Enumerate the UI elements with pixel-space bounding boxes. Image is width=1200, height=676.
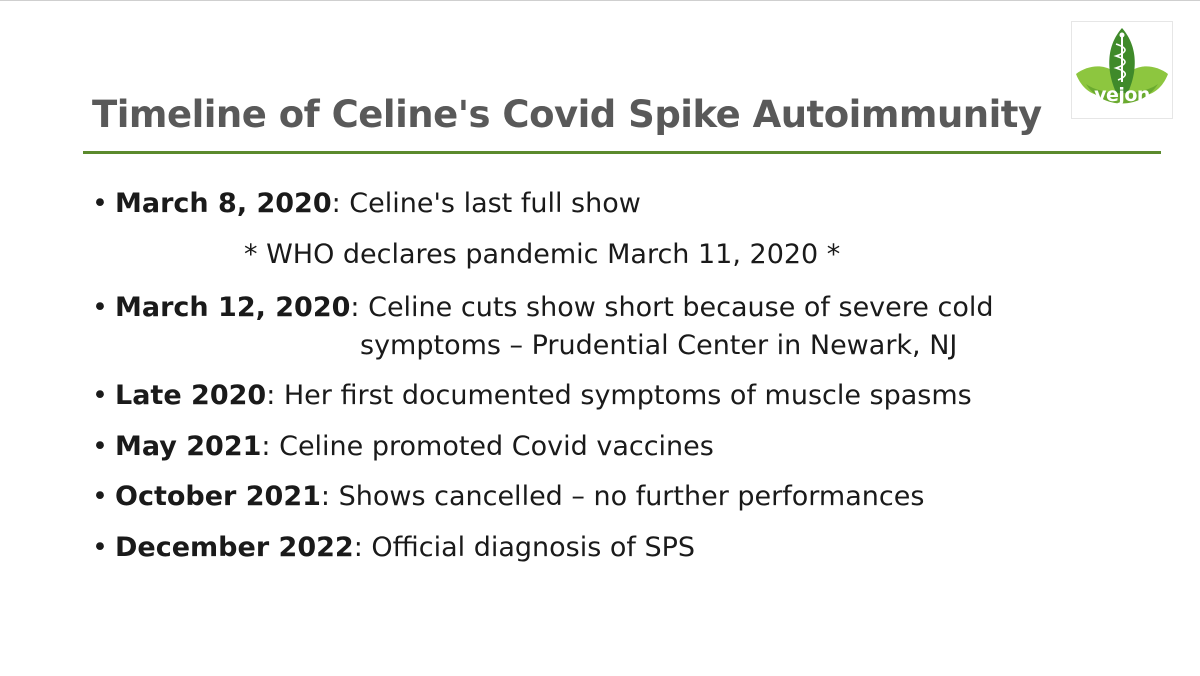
timeline-item [92, 529, 695, 567]
timeline-item [92, 289, 993, 327]
timeline-date: March 8, 2020 [115, 188, 332, 219]
bullet-icon: • [92, 380, 108, 411]
timeline-date: December 2022 [115, 532, 354, 563]
timeline-item [92, 428, 714, 466]
timeline-date: May 2021 [115, 431, 262, 462]
timeline-item [92, 185, 641, 223]
timeline-item [92, 478, 924, 516]
timeline-text: : Celine cuts show short because of severe cold [350, 292, 994, 323]
timeline-date: March 12, 2020 [115, 292, 351, 323]
timeline-text: : Her first documented symptoms of muscle spasms [266, 380, 972, 411]
timeline-text: : Official diagnosis of SPS [353, 532, 696, 563]
timeline-text-continuation: symptoms – Prudential Center in Newark, NJ [360, 330, 958, 361]
timeline-date: October 2021 [115, 481, 321, 512]
bullet-icon: • [92, 481, 108, 512]
bullet-icon: • [92, 431, 108, 462]
bullet-icon: • [92, 532, 108, 563]
timeline-text: : Shows cancelled – no further performances [320, 481, 925, 512]
timeline-item [92, 377, 972, 415]
vejon-logo [1071, 21, 1173, 119]
title-divider [83, 151, 1161, 154]
timeline-text: : Celine promoted Covid vaccines [261, 431, 714, 462]
pandemic-note: * WHO declares pandemic March 11, 2020 * [244, 239, 841, 270]
slide-title: Timeline of Celine's Covid Spike Autoimmunity [92, 93, 1042, 136]
bullet-icon: • [92, 188, 108, 219]
timeline-text: : Celine's last full show [331, 188, 641, 219]
timeline-date: Late 2020 [115, 380, 267, 411]
logo-text: vejon [1094, 84, 1150, 106]
bullet-icon: • [92, 292, 108, 323]
